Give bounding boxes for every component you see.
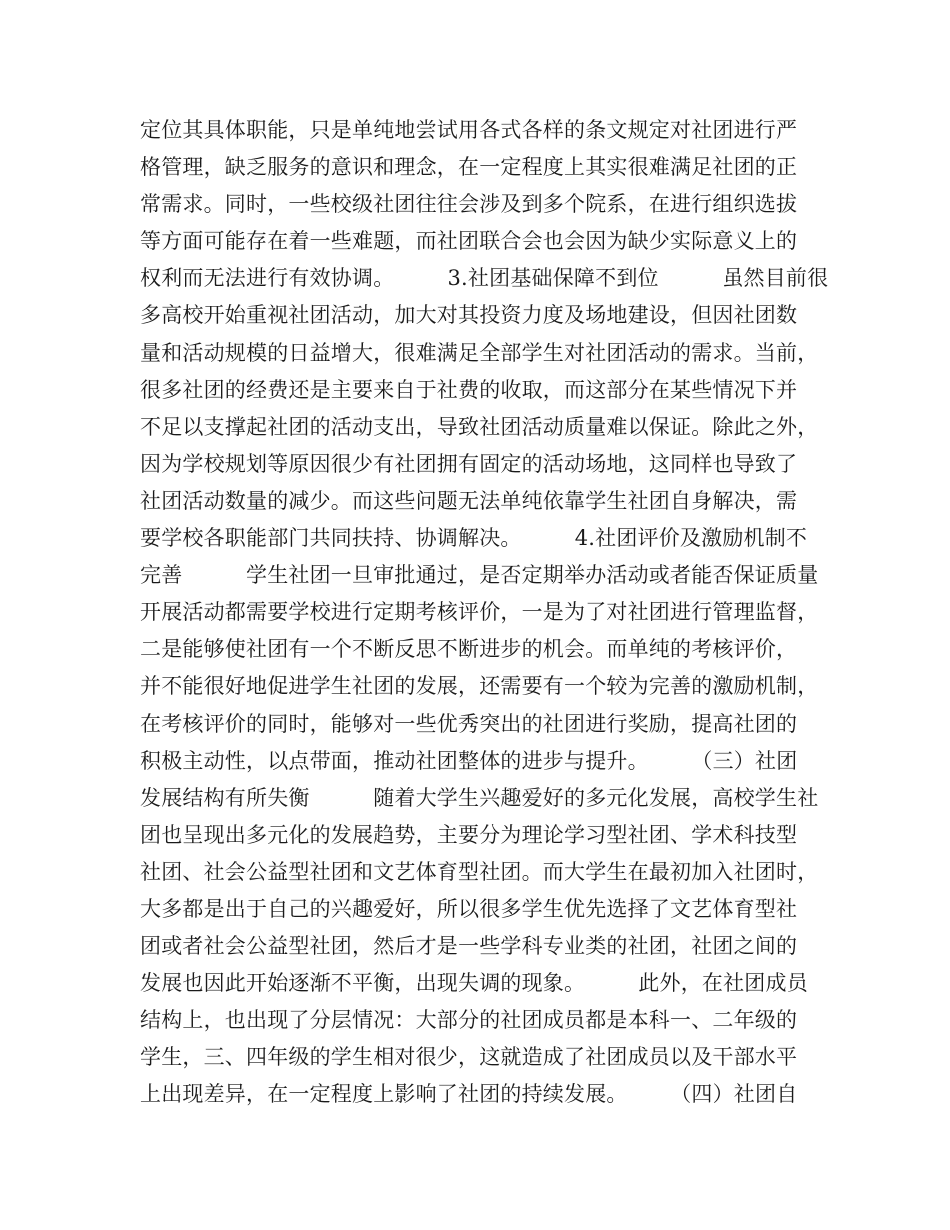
text-line: 很多社团的经费还是主要来自于社费的收取，而这部分在某些情况下并: [140, 377, 798, 402]
text-line: 社团、社会公益型社团和文艺体育型社团。而大学生在最初加入社团时，: [140, 859, 819, 884]
text-line: 常需求。同时，一些校级社团往往会涉及到多个院系，在进行组织选拔: [140, 192, 798, 217]
text-line: 完善 学生社团一旦审批通过，是否定期举办活动或者能否保证质量: [140, 563, 819, 588]
text-line: 不足以支撑起社团的活动支出，导致社团活动质量难以保证。除此之外，: [140, 414, 819, 439]
text-line: 学生，三、四年级的学生相对很少，这就造成了社团成员以及干部水平: [140, 1045, 798, 1070]
text-line: 结构上，也出现了分层情况：大部分的社团成员都是本科一、二年级的: [140, 1008, 798, 1033]
text-line: 在考核评价的同时，能够对一些优秀突出的社团进行奖励，提高社团的: [140, 711, 798, 736]
body-text: [140, 112, 830, 1114]
text-line: 积极主动性，以点带面，推动社团整体的进步与提升。 （三）社团: [140, 748, 798, 773]
text-line: 量和活动规模的日益增大，很难满足全部学生对社团活动的需求。当前，: [140, 340, 819, 365]
text-line: 发展也因此开始逐渐不平衡，出现失调的现象。 此外，在社团成员: [140, 971, 808, 996]
text-line: 因为学校规划等原因很少有社团拥有固定的活动场地，这同样也导致了: [140, 451, 798, 476]
text-line: 上出现差异，在一定程度上影响了社团的持续发展。 （四）社团自: [140, 1082, 798, 1107]
text-line: 社团活动数量的减少。而这些问题无法单纯依靠学生社团自身解决，需: [140, 488, 798, 513]
text-line: 团也呈现出多元化的发展趋势，主要分为理论学习型社团、学术科技型: [140, 822, 798, 847]
text-line: 要学校各职能部门共同扶持、协调解决。 4.社团评价及激励机制不: [140, 526, 808, 551]
text-line: 团或者社会公益型社团，然后才是一些学科专业类的社团，社团之间的: [140, 934, 798, 959]
text-line: 发展结构有所失衡 随着大学生兴趣爱好的多元化发展，高校学生社: [140, 785, 819, 810]
text-line: 定位其具体职能，只是单纯地尝试用各式各样的条文规定对社团进行严: [140, 118, 798, 142]
text-line: 开展活动都需要学校进行定期考核评价，一是为了对社团进行管理监督，: [140, 600, 819, 625]
text-line: 权利而无法进行有效协调。 3.社团基础保障不到位 虽然目前很: [140, 266, 829, 291]
text-line: 多高校开始重视社团活动，加大对其投资力度及场地建设，但因社团数: [140, 303, 798, 328]
text-line: 格管理，缺乏服务的意识和理念，在一定程度上其实很难满足社团的正: [140, 155, 798, 180]
text-line: 并不能很好地促进学生社团的发展，还需要有一个较为完善的激励机制，: [140, 674, 819, 699]
text-line: 大多都是出于自己的兴趣爱好，所以很多学生优先选择了文艺体育型社: [140, 896, 798, 921]
text-line: 等方面可能存在着一些难题，而社团联合会也会因为缺少实际意义上的: [140, 229, 798, 254]
text-line: 二是能够使社团有一个不断反思不断进步的机会。而单纯的考核评价，: [140, 637, 798, 662]
